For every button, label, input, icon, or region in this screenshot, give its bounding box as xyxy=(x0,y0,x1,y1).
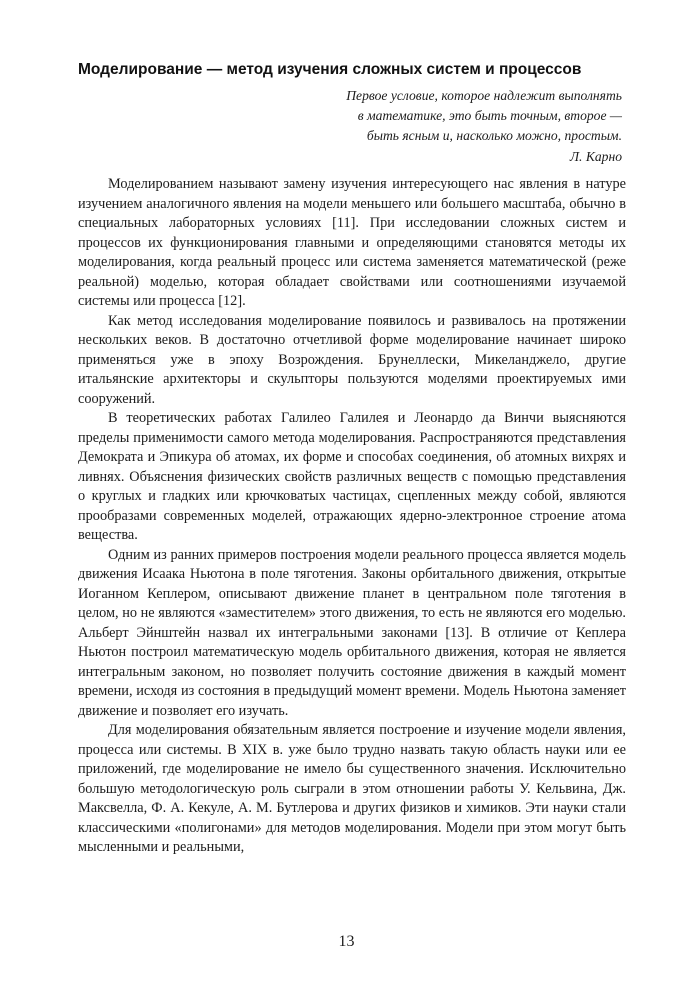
epigraph-line: Первое условие, которое надлежит выполнять xyxy=(346,88,622,103)
body-paragraph: Моделированием называют замену изучения интересующего нас явления в натуре изучением аналогичного явления на модели меньшего или большего масштаба, обычно в специальных лабораторных условиях [11]. При исследовании сложных систем и процессов их функционирования главными и определяющими становятся методы их моделирования, когда реальный процесс или система заменяется математической (реже реальной) моделью, которая обладает свойствами или соотношениями изучаемой системы или процесса [12]. xyxy=(78,176,626,309)
epigraph-line: быть ясным и, насколько можно, простым. xyxy=(366,128,622,143)
body-paragraph: Для моделирования обязательным является построение и изучение модели явления, процесса или системы. В XIX в. уже было трудно назвать такую область науки или ее приложений, где моделирование не имело бы существенного значения. Исключительно большую методологическую роль сыграли в этом отношении работы У. Кельвина, Дж. Максвелла, Ф. А. Кекуле, А. М. Бутлерова и других физиков и химиков. Эти науки стали классическими «полигонами» для методов моделирования. Модели при этом могут быть мысленными и реальными, xyxy=(78,722,626,855)
epigraph xyxy=(78,86,622,167)
page-number: 13 xyxy=(338,933,355,950)
body-paragraph: Одним из ранних примеров построения модели реального процесса является модель движения Исаака Ньютона в поле тяготения. Законы орбитального движения, открытые Иоганном Кеплером, описывают движение планет в центральном поле тяготения в целом, но не являются «заместителем» этого движения, то есть не являются его моделью. Альберт Эйнштейн назвал их интегральными законами [13]. В отличие от Кеплера Ньютон построил математическую модель орбитального движения, которая не является интегральным законом, но позволяет получить состояние движения в каждый момент времени, исходя из состояния в предыдущий момент времени. Модель Ньютона заменяет движение и позволяет его изучать. xyxy=(78,546,626,719)
epigraph-line: в математике, это быть точным, второе — xyxy=(357,108,622,123)
body-paragraph: В теоретических работах Галилео Галилея и Леонардо да Винчи выясняются пределы применимости самого метода моделирования. Распространяются представления Демократа и Эпикура об атомах, их форме и способах соединения, об атомных вихрях и ливнях. Объяснения физических свойств различных веществ с помощью представления о круглых и гладких или крючковатых частицах, сцепленных между собой, являются прообразами современных моделей, отражающих ядерно-электронное строение атома вещества. xyxy=(78,410,626,543)
section-heading: Моделирование — метод изучения сложных систем и процессов xyxy=(78,61,582,78)
page-content xyxy=(78,60,626,858)
body-paragraph: Как метод исследования моделирование появилось и развивалось на протяжении нескольких веков. В достаточно отчетливой форме моделирование начинает широко применяться уже в эпоху Возрождения. Брунеллески, Микеланджело, другие итальянские архитекторы и скульпторы пользуются моделями проектируемых ими сооружений. xyxy=(78,312,626,407)
epigraph-author: Л. Карно xyxy=(569,149,622,164)
